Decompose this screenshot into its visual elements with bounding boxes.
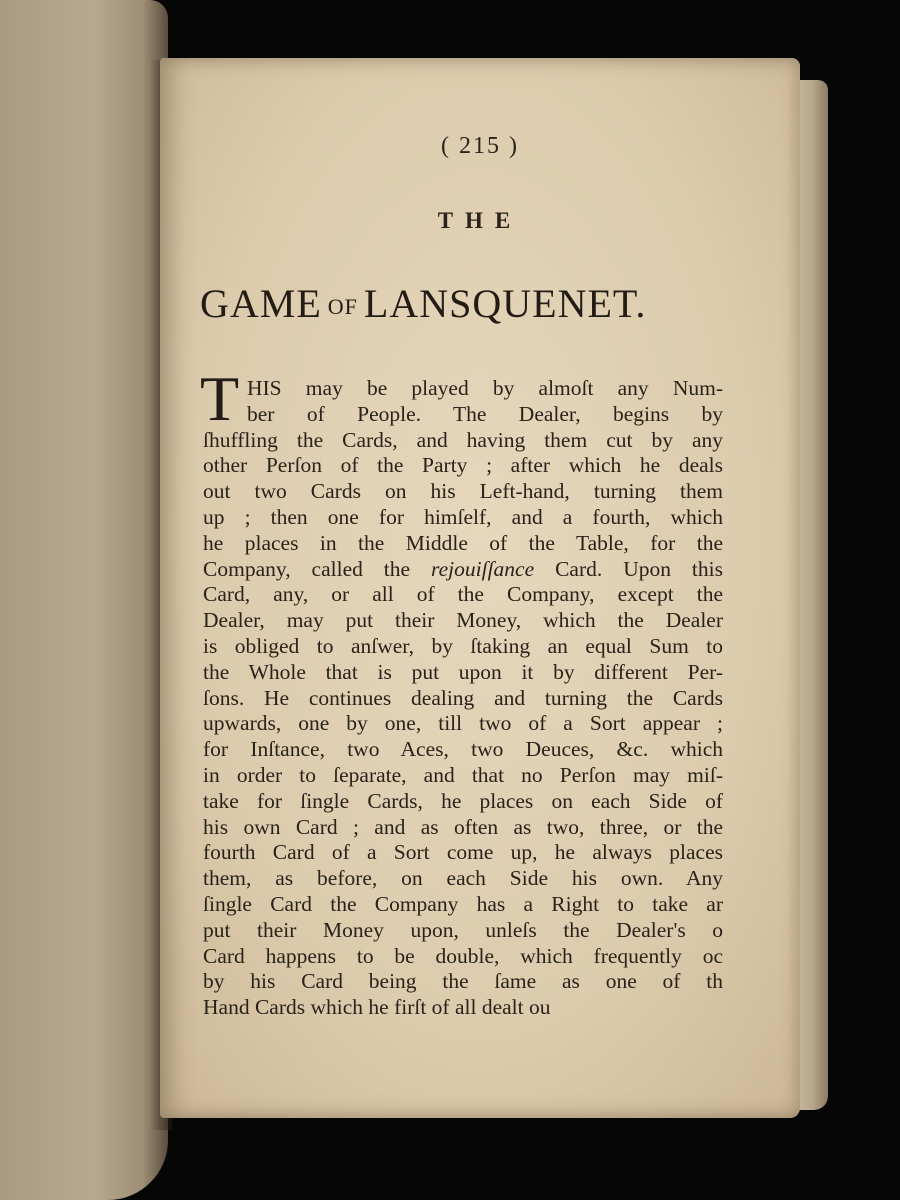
text-line: them, as before, on each Side his own. Any xyxy=(203,866,723,891)
text-line: Card happens to be double, which frequently oc xyxy=(203,943,723,968)
text-line: for Inſtance, two Aces, two Deuces, &c. which xyxy=(203,737,723,762)
text-line-head: Company, called the xyxy=(203,556,432,581)
text-line: in order to ſeparate, and that no Perſon may miſ- xyxy=(203,762,723,787)
text-line: fourth Card of a Sort come up, he always places xyxy=(203,840,723,865)
body-text xyxy=(203,376,723,1021)
text-line xyxy=(203,557,723,583)
page-number: ( 215 ) xyxy=(441,133,519,159)
text-line: take for ſingle Cards, he places on each Side of xyxy=(203,788,723,813)
text-line: ber of People. The Dealer, begins by xyxy=(247,401,723,426)
text-line: is obliged to anſwer, by ſtaking an equal Sum to xyxy=(203,633,723,658)
text-line: by his Card being the ſame as one of th xyxy=(203,969,723,994)
text-line-tail: Card. Upon this xyxy=(534,556,723,581)
text-line: his own Card ; and as often as two, three, or the xyxy=(203,814,723,839)
italic-word: rejouiſſance xyxy=(431,556,535,581)
text-line: up ; then one for himſelf, and a fourth, which xyxy=(203,504,723,529)
title-game: GAME xyxy=(200,281,322,326)
text-line: out two Cards on his Left-hand, turning them xyxy=(203,479,723,504)
text-line: other Perſon of the Party ; after which he deals xyxy=(203,453,723,478)
text-line: ſingle Card the Company has a Right to take ar xyxy=(203,891,723,916)
text-line: he places in the Middle of the Table, for the xyxy=(203,530,723,555)
drop-cap: T xyxy=(200,363,240,434)
right-page xyxy=(160,58,800,1118)
chapter-title xyxy=(200,280,646,327)
title-of: OF xyxy=(327,294,358,319)
title-lansquenet: LANSQUENET. xyxy=(363,281,647,326)
text-line: HIS may be played by almoſt any Num- xyxy=(247,376,723,400)
text-line: Dealer, may put their Money, which the Dealer xyxy=(203,608,723,633)
text-line: Card, any, or all of the Company, except the xyxy=(203,582,723,607)
text-line: the Whole that is put upon it by different Per- xyxy=(203,659,723,684)
text-line: Hand Cards which he firſt of all dealt ou xyxy=(203,995,551,1020)
text-line: ſons. He continues dealing and turning the Cards xyxy=(203,685,723,710)
text-line: ſhuffling the Cards, and having them cut by any xyxy=(203,427,723,452)
text-line: upwards, one by one, till two of a Sort appear ; xyxy=(203,711,723,736)
left-page xyxy=(0,0,168,1200)
text-line: put their Money upon, unleſs the Dealer's o xyxy=(203,917,723,942)
title-the: THE xyxy=(437,208,523,233)
